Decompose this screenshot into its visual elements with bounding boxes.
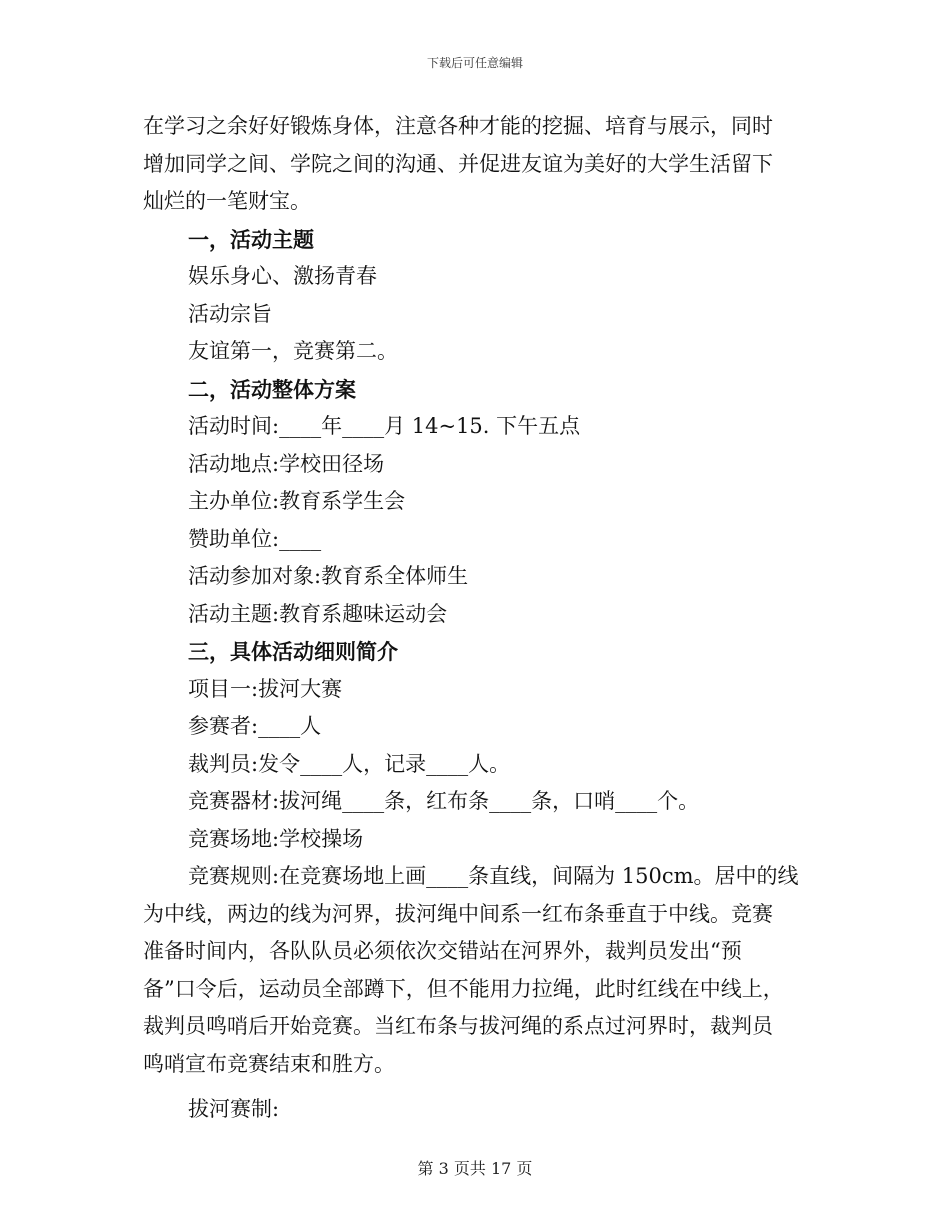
paragraph-line: 参赛者:____人	[188, 714, 322, 738]
paragraph-line: 为中线，两边的线为河界，拔河绳中间系一红布条垂直于中线。竞赛	[143, 901, 773, 926]
paragraph-line: 准备时间内，各队队员必须依次交错站在河界外，裁判员发出“预	[143, 939, 742, 963]
page-number-footer: 第 3 页共 17 页	[417, 1159, 533, 1178]
paragraph-line: 娱乐身心、激扬青春	[188, 264, 377, 288]
paragraph-line: 友谊第一，竞赛第二。	[188, 339, 398, 363]
paragraph-line: 活动主题:教育系趣味运动会	[188, 601, 448, 626]
spacer	[143, 1083, 803, 1091]
section-heading: 一，活动主题	[188, 226, 314, 252]
section-heading: 三，具体活动细则简介	[188, 639, 398, 664]
paragraph-line: 在学习之余好好锻炼身体，注意各种才能的挖掘、培育与展示，同时	[143, 114, 773, 138]
paragraph-line: 鸣哨宣布竞赛结束和胜方。	[143, 1051, 395, 1076]
paragraph-line: 竞赛器材:拔河绳____条，红布条____条，口哨____个。	[188, 789, 700, 813]
paragraph-line: 活动地点:学校田径场	[188, 451, 385, 476]
paragraph-line: 增加同学之间、学院之间的沟通、并促进友谊为美好的大学生活留下	[143, 151, 773, 176]
page-header-note: 下载后可任意编辑	[426, 56, 523, 70]
paragraph-line: 竞赛场地:学校操场	[188, 826, 364, 851]
section-heading: 二，活动整体方案	[188, 376, 356, 402]
paragraph-line: 拔河赛制:	[188, 1097, 280, 1121]
document-body	[143, 108, 803, 1129]
paragraph-line: 主办单位:教育系学生会	[188, 489, 406, 513]
paragraph-line: 活动时间:____年____月 14~15. 下午五点	[188, 414, 581, 438]
paragraph-line: 灿烂的一笔财宝。	[143, 189, 311, 213]
paragraph-line: 裁判员:发令____人，记录____人。	[188, 751, 511, 776]
paragraph-line: 裁判员鸣哨后开始竞赛。当红布条与拔河绳的系点过河界时，裁判员	[143, 1014, 773, 1038]
paragraph-line: 活动参加对象:教育系全体师生	[188, 564, 469, 588]
paragraph-line: 赞助单位:____	[188, 526, 322, 551]
paragraph-line: 竞赛规则:在竞赛场地上画____条直线，间隔为 150cm。居中的线	[188, 864, 799, 888]
paragraph-line: 项目一:拔河大赛	[188, 676, 343, 701]
paragraph-line: 活动宗旨	[188, 301, 272, 326]
paragraph-line: 备”口令后，运动员全部蹲下，但不能用力拉绳，此时红线在中线上，	[143, 976, 784, 1001]
